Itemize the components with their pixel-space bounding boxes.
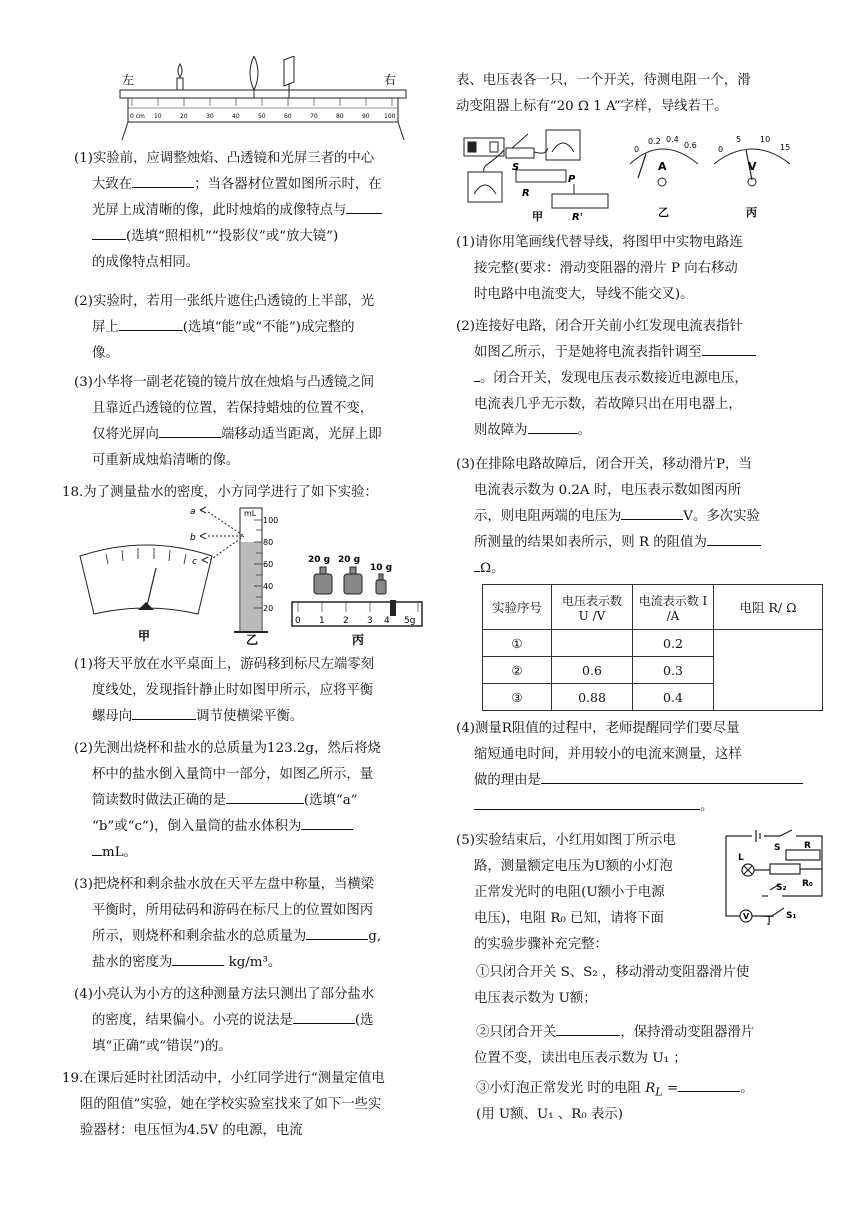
eye-label-b: b bbox=[190, 533, 196, 543]
bench-scale-50: 50 bbox=[258, 113, 266, 120]
q18-3-blank-b[interactable] bbox=[172, 951, 224, 966]
amm-tick-0: 0 bbox=[634, 145, 640, 154]
q19-5-line4: 电压)，电阻 R₀ 已知，请将下面 bbox=[474, 911, 664, 926]
d-label-s1: S₁ bbox=[786, 911, 797, 921]
part-label-p: P bbox=[568, 174, 576, 185]
bench-scale-10: 10 bbox=[154, 113, 162, 120]
q19-4-line1: (4)测量R阻值的过程中，老师提醒同学们要尽量 bbox=[456, 721, 740, 736]
q18-1-line1: (1)将天平放在水平桌面上，游码移到标尺左端零刻 bbox=[74, 657, 375, 672]
convex-lens-icon bbox=[250, 56, 258, 98]
q19-5-step2-line1: ②只闭合开关 ，保持滑动变阻器滑片 bbox=[476, 1020, 754, 1046]
q19-4-line2: 缩短通电时间，并用较小的电流来测量，这样 bbox=[474, 747, 742, 762]
fig-d-label: 丁 bbox=[764, 916, 774, 926]
bench-scale-30: 30 bbox=[206, 113, 214, 120]
fig18-label-c: 丙 bbox=[352, 633, 365, 646]
q18-1-line3: 螺母向 调节使横梁平衡。 bbox=[92, 704, 303, 730]
q19-5-line5: 的实验步骤补充完整： bbox=[474, 937, 608, 952]
q18-3-line2: 平衡时，所用砝码和游码在标尺上的位置如图丙 bbox=[92, 903, 374, 918]
q19-2-line1: (2)连接好电路，闭合开关前小红发现电流表指针 bbox=[456, 319, 743, 334]
part-label-s: S bbox=[512, 162, 520, 173]
q17-1-blank-b-cont[interactable] bbox=[92, 225, 126, 240]
d-label-l: L bbox=[738, 853, 744, 863]
q19-3-line2: 电流表示数为 0.2A 时，电压表示数如图丙所 bbox=[474, 483, 742, 498]
q17-3-line3: 仅将光屏向 端移动适当距离，光屏上即 bbox=[92, 422, 382, 448]
table-cell: ① bbox=[483, 630, 552, 657]
q18-2-blank-b[interactable] bbox=[301, 815, 353, 830]
bench-label-left: 左 bbox=[122, 73, 135, 87]
optical-bench-figure bbox=[114, 56, 410, 142]
weight-label-3: 10 g bbox=[370, 563, 393, 573]
volt-tick-0: 0 bbox=[718, 145, 724, 154]
q19-1-line2: 接完整(要求：滑动变阻器的滑片 P 向右移动 bbox=[474, 261, 738, 276]
q19-5-note: (用 U额、U₁ 、R₀ 表示) bbox=[476, 1107, 623, 1122]
q19-5-line2: 路，测量额定电压为U额的小灯泡 bbox=[474, 859, 673, 874]
amm-tick-04: 0.4 bbox=[666, 135, 679, 144]
d-label-r: R bbox=[804, 841, 811, 851]
q19-5-step1-line2: 电压表示数为 U额； bbox=[474, 991, 597, 1006]
cyl-tick-40: 40 bbox=[263, 582, 274, 591]
q19-5-blank-a[interactable] bbox=[556, 1021, 620, 1036]
q18-2-line1: (2)先测出烧杯和盐水的总质量为123.2g，然后将烧 bbox=[74, 741, 381, 756]
voltmeter-letter: V bbox=[748, 160, 757, 173]
table-header-row bbox=[483, 585, 823, 630]
amm-tick-06: 0.6 bbox=[684, 141, 697, 150]
candle-icon bbox=[177, 64, 183, 90]
part-label-r-prime: R' bbox=[572, 212, 583, 223]
q18-2-line4: “b”或“c”)，倒入量筒的盐水体积为 bbox=[92, 814, 353, 840]
q18-3-line4: 盐水的密度为 kg/m³。 bbox=[92, 950, 281, 976]
q17-1-line2: 大致在 ；当各器材位置如图所示时，在 bbox=[92, 172, 382, 198]
d-label-s: S bbox=[774, 843, 781, 853]
q19-2-line2: 如图乙所示，于是她将电流表指针调至 bbox=[474, 340, 756, 366]
q17-2-line3: 像。 bbox=[92, 346, 119, 361]
d-label-v: V bbox=[743, 912, 750, 921]
d-label-r0: R₀ bbox=[802, 879, 813, 889]
ammeter-letter: A bbox=[658, 160, 667, 173]
q19-intro-line1: 19.在课后延时社团活动中，小红同学进行“测量定值电 bbox=[62, 1071, 385, 1086]
table-cell: 0.88 bbox=[552, 684, 633, 711]
q19-intro-line2: 阻的阻值”实验，她在学校实验室找来了如下一些实 bbox=[80, 1097, 382, 1112]
q17-1-line1: (1)实验前，应调整烛焰、凸透镜和光屏三者的中心 bbox=[74, 151, 375, 166]
graduated-cylinder-icon bbox=[234, 508, 268, 632]
d-label-s2: S₂ bbox=[776, 883, 787, 893]
cyl-tick-20: 20 bbox=[263, 604, 274, 613]
table-cell: 0.4 bbox=[633, 684, 714, 711]
q18-2-blank-b-cont bbox=[92, 841, 102, 856]
bench-label-right: 右 bbox=[384, 73, 397, 87]
circuit-apparatus-icon bbox=[464, 130, 608, 208]
table-cell-resistance bbox=[714, 630, 823, 711]
bench-scale-90: 90 bbox=[362, 113, 370, 120]
q19-1-line3: 时电路中电流变大，导线不能交叉)。 bbox=[474, 287, 694, 302]
q19-2-line4: 电流表几乎无示数，若故障只出在用电器上， bbox=[474, 397, 742, 412]
table-header: 电压表示数 U /V bbox=[552, 585, 633, 630]
q19-5-step3-line: ③小灯泡正常发光 时的电阻 $R_L$ = 。 bbox=[476, 1076, 754, 1106]
q19-5-step2-line2: 位置不变，读出电压表示数为 U₁ ； bbox=[474, 1051, 687, 1066]
table-row bbox=[483, 630, 823, 657]
q17-1-blank-b[interactable] bbox=[346, 199, 382, 214]
amm-tick-02: 0.2 bbox=[648, 137, 661, 146]
q19-3-line5: Ω。 bbox=[474, 556, 505, 582]
table-cell: 0.2 bbox=[633, 630, 714, 657]
q18-2-line3: 筒读数时做法正确的是 (选填“a” bbox=[92, 788, 358, 814]
q17-3-line4: 可重新成烛焰清晰的像。 bbox=[92, 453, 240, 468]
q18-3-blank-a[interactable] bbox=[306, 925, 368, 940]
q19-5-step1-line1: ①只闭合开关 S、S₂ ，移动滑动变阻器滑片使 bbox=[476, 965, 750, 980]
volt-tick-10: 10 bbox=[760, 135, 771, 144]
q19-3-line4: 所测量的结果如表所示，则 R 的阻值为 bbox=[474, 530, 761, 556]
bench-scale-80: 80 bbox=[336, 113, 344, 120]
q18-2-blank-a[interactable] bbox=[226, 789, 304, 804]
q18-2-line5: mL。 bbox=[92, 840, 137, 866]
table-header: 电流表示数 I /A bbox=[633, 585, 714, 630]
q18-title: 18.为了测量盐水的密度，小方同学进行了如下实验： bbox=[62, 485, 378, 500]
q18-4-blank[interactable] bbox=[293, 1009, 355, 1024]
fig18-label-b: 乙 bbox=[246, 633, 259, 646]
q19-3-line1: (3)在排除电路故障后，闭合开关，移动滑片P，当 bbox=[456, 457, 752, 472]
balance-dial-icon bbox=[80, 545, 212, 614]
q18-4-line3: 填“正确”或“错误”)的。 bbox=[92, 1039, 232, 1054]
bench-scale-40: 40 bbox=[232, 113, 240, 120]
table-header: 实验序号 bbox=[483, 585, 552, 630]
eye-label-a: a bbox=[190, 507, 196, 517]
q19-3-blank-a[interactable] bbox=[621, 505, 683, 520]
q17-3-blank[interactable] bbox=[159, 423, 221, 438]
q17-1-blank-a[interactable] bbox=[132, 173, 194, 188]
q17-1-line3: 光屏上成清晰的像，此时烛焰的成像特点与 bbox=[92, 198, 382, 224]
cyl-tick-60: 60 bbox=[263, 560, 274, 569]
fig19-label-c: 丙 bbox=[746, 206, 757, 219]
bench-scale-60: 60 bbox=[284, 113, 292, 120]
q18-2-line2: 杯中的盐水倒入量筒中一部分，如图乙所示，量 bbox=[92, 767, 374, 782]
table-cell: ② bbox=[483, 657, 552, 684]
q19-5-line3: 正常发光时的电阻(U额小于电源 bbox=[474, 885, 665, 900]
q19-intro-cont-line2: 动变阻器上标有“20 Ω 1 A”字样，导线若干。 bbox=[456, 99, 728, 114]
bench-scale-20: 20 bbox=[180, 113, 188, 120]
q19-2-blank-b[interactable] bbox=[528, 419, 578, 434]
q19-intro-line3: 验器材：电压恒为4.5V 的电源，电流 bbox=[80, 1123, 303, 1138]
q19-5-blank-b[interactable] bbox=[678, 1077, 740, 1092]
eye-label-c: c bbox=[192, 557, 197, 567]
fig19-label-b: 乙 bbox=[658, 206, 669, 219]
ruler-tick-0: 0 bbox=[295, 616, 301, 626]
q18-1-blank[interactable] bbox=[132, 705, 196, 720]
balance-cylinder-weights-figure bbox=[76, 506, 426, 646]
q17-3-line1: (3)小华将一副老花镜的镜片放在烛焰与凸透镜之间 bbox=[74, 375, 375, 390]
q19-5-line1: (5)实验结束后，小红用如图丁所示电 bbox=[456, 833, 676, 848]
results-table bbox=[482, 584, 823, 711]
q19-4-blank-cont[interactable] bbox=[474, 795, 700, 810]
q18-3-line3: 所示，则烧杯和剩余盐水的总质量为 g, bbox=[92, 924, 381, 950]
part-label-r: R bbox=[522, 188, 530, 199]
q19-3-blank-b[interactable] bbox=[707, 531, 761, 546]
screen-icon bbox=[284, 56, 294, 98]
cylinder-unit: mL bbox=[244, 509, 257, 518]
table-header: 电阻 R/ Ω bbox=[714, 585, 823, 630]
q19-intro-cont-line1: 表、电压表各一只，一个开关，待测电阻一个，滑 bbox=[456, 73, 751, 88]
q18-1-line2: 度线处，发现指针静止时如图甲所示，应将平衡 bbox=[92, 683, 374, 698]
ruler-tick-2: 2 bbox=[343, 616, 349, 626]
table-cell bbox=[552, 630, 633, 657]
table-cell: 0.3 bbox=[633, 657, 714, 684]
table-cell: ③ bbox=[483, 684, 552, 711]
bench-scale-0: 0 cm bbox=[130, 113, 145, 120]
q19-1-line1: (1)请你用笔画线代替导线，将图甲中实物电路连 bbox=[456, 235, 743, 250]
bench-scale-70: 70 bbox=[310, 113, 318, 120]
q18-3-line1: (3)把烧杯和剩余盐水放在天平左盘中称量，当横梁 bbox=[74, 877, 375, 892]
cyl-tick-100: 100 bbox=[263, 516, 279, 525]
q17-2-line2: 屏上 (选填“能”或“不能”)成完整的 bbox=[92, 315, 355, 341]
balance-ruler-icon bbox=[292, 600, 422, 626]
q18-4-line1: (4)小亮认为小方的这种测量方法只测出了部分盐水 bbox=[74, 987, 375, 1002]
q18-4-line2: 的密度，结果偏小。小亮的说法是 (选 bbox=[92, 1008, 373, 1034]
circuit-meters-figure bbox=[462, 124, 824, 224]
ruler-tick-4: 4 bbox=[384, 616, 390, 626]
q17-1-line5: 的成像特点相同。 bbox=[92, 255, 200, 270]
fig18-label-a: 甲 bbox=[138, 629, 151, 643]
fig19-label-a: 甲 bbox=[532, 210, 543, 223]
q17-3-line2: 且靠近凸透镜的位置，若保持蜡烛的位置不变， bbox=[92, 401, 374, 416]
ruler-tick-1: 1 bbox=[319, 616, 325, 626]
q19-3-line3: 示，则电阻两端的电压为 V。多次实验 bbox=[474, 504, 760, 530]
ruler-tick-5: 5g bbox=[404, 616, 416, 626]
cyl-tick-80: 80 bbox=[263, 538, 274, 547]
q17-2-blank[interactable] bbox=[119, 316, 183, 331]
q19-2-line5: 则故障为 。 bbox=[474, 418, 591, 444]
q19-2-line3: 。闭合开关，发现电压表示数接近电源电压， bbox=[474, 366, 748, 392]
ruler-tick-3: 3 bbox=[367, 616, 373, 626]
volt-tick-5: 5 bbox=[736, 135, 742, 144]
circuit-d-figure bbox=[722, 826, 834, 926]
weight-label-2: 20 g bbox=[338, 555, 361, 565]
q17-2-line1: (2)实验时，若用一张纸片遮住凸透镜的上半部，光 bbox=[74, 294, 375, 309]
table-cell: 0.6 bbox=[552, 657, 633, 684]
volt-tick-15: 15 bbox=[780, 143, 791, 152]
bench-scale-100: 100 bbox=[384, 113, 396, 120]
q19-4-blank[interactable] bbox=[541, 769, 803, 784]
weight-label-1: 20 g bbox=[308, 555, 331, 565]
q17-1-line4: (选填“照相机”“投影仪”或“放大镜”) bbox=[92, 224, 338, 250]
q19-4-line3: 做的理由是 bbox=[474, 768, 803, 794]
q19-2-blank-a[interactable] bbox=[702, 341, 756, 356]
q19-4-line4: 。 bbox=[474, 794, 713, 820]
